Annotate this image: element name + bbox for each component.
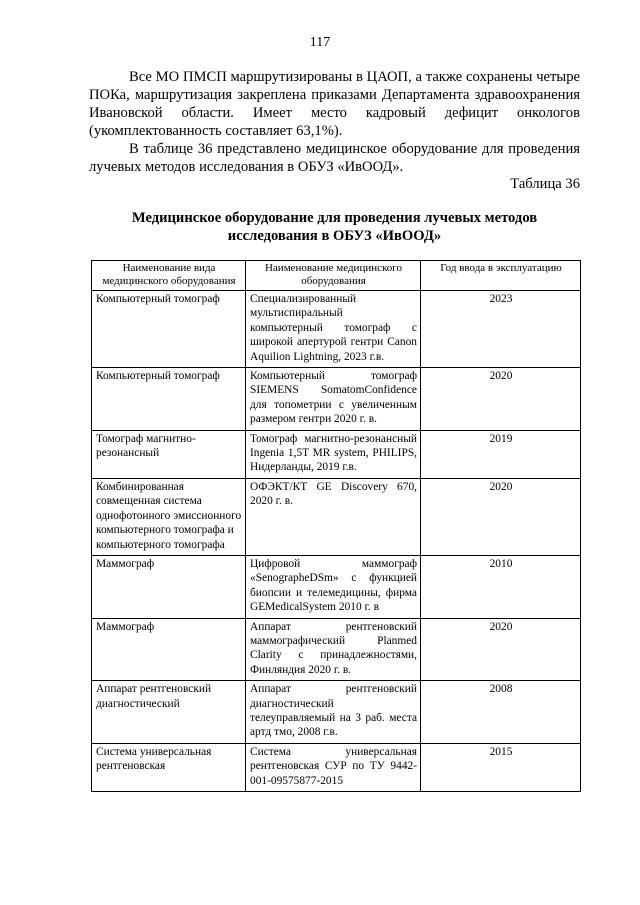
equipment-name-cell: Специализированный мультиспиральный компьютерный томограф с широкой апертурой гентри Canon Aquilion Lightning, 2023 г.в. (246, 291, 421, 368)
year-cell: 2019 (421, 430, 581, 478)
year-cell: 2015 (421, 743, 581, 791)
equipment-type-cell: Томограф магнитно-резонансный (92, 430, 246, 478)
header-equipment-name: Наименование медицинского оборудования (246, 261, 421, 291)
equipment-type-cell: Аппарат рентгеновский диагностический (92, 681, 246, 744)
equipment-type-cell: Компьютерный томограф (92, 291, 246, 368)
table-row (92, 291, 581, 368)
table-title: Медицинское оборудование для проведения лучевых методов исследования в ОБУЗ «ИвООД» (131, 210, 538, 244)
equipment-name-cell: Аппарат рентгеновский диагностический телеуправляемый на 3 раб. места артд тмо, 2008 г.в. (246, 681, 421, 744)
equipment-name-cell: Аппарат рентгеновский маммографический Planmed Clarity с принадлежностями, Финляндия 2020 г. в. (246, 618, 421, 681)
equipment-name-cell: Система универсальная рентгеновская СУР по ТУ 9442-001-09575877-2015 (246, 743, 421, 791)
header-commission-year: Год ввода в эксплуатацию (421, 261, 581, 291)
table-row (92, 478, 581, 555)
table-row (92, 555, 581, 618)
equipment-table (91, 260, 581, 792)
table-label: Таблица 36 (510, 176, 580, 192)
header-equipment-type: Наименование вида медицинского оборудования (92, 261, 246, 291)
year-cell: 2020 (421, 368, 581, 431)
table-row (92, 681, 581, 744)
table-row (92, 618, 581, 681)
equipment-type-cell: Маммограф (92, 618, 246, 681)
equipment-type-cell: Комбинированная совмещенная система однофотонного эмиссионного компьютерного томографа и компьютерного томографа (92, 478, 246, 555)
table-row (92, 743, 581, 791)
table-row (92, 430, 581, 478)
paragraph-2: В таблице 36 представлено медицинское оборудование для проведения лучевых методов исследования в ОБУЗ «ИвООД». (89, 141, 580, 175)
paragraph-1: Все МО ПМСП маршрутизированы в ЦАОП, а также сохранены четыре ПОКа, маршрутизация закреплена приказами Департамента здравоохранения Ивановской области. Имеет место кадровый дефицит онкологов (укомплектованность составляет 63,1%). (89, 69, 580, 139)
year-cell: 2010 (421, 555, 581, 618)
equipment-type-cell: Маммограф (92, 555, 246, 618)
equipment-name-cell: Томограф магнитно-резонансный Ingenia 1,5T MR system, PHILIPS, Нидерланды, 2019 г.в. (246, 430, 421, 478)
equipment-name-cell: ОФЭКТ/КТ GE Discovery 670, 2020 г. в. (246, 478, 421, 555)
equipment-name-cell: Компьютерный томограф SIEMENS SomatomConfidence для топометрии с увеличенным размером гентри 2020 г. в. (246, 368, 421, 431)
year-cell: 2020 (421, 478, 581, 555)
equipment-name-cell: Цифровой маммограф «SenographeDSm» с функцией биопсии и телемедицины, фирма GEMedicalSystem 2010 г. в (246, 555, 421, 618)
table-header-row (92, 261, 581, 291)
equipment-type-cell: Система универсальная рентгеновская (92, 743, 246, 791)
table-row (92, 368, 581, 431)
page-number: 117 (309, 35, 331, 50)
equipment-type-cell: Компьютерный томограф (92, 368, 246, 431)
year-cell: 2008 (421, 681, 581, 744)
year-cell: 2023 (421, 291, 581, 368)
year-cell: 2020 (421, 618, 581, 681)
